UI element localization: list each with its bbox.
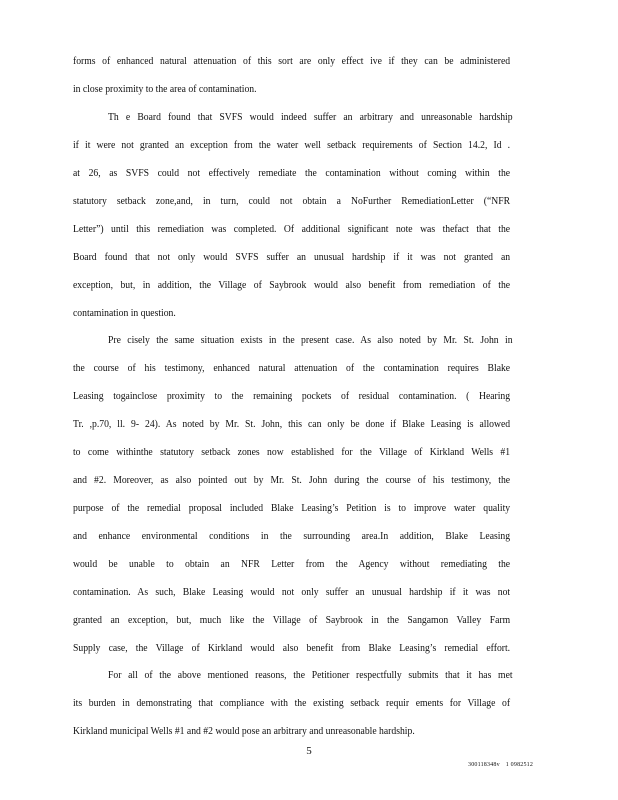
text-line: Letter”) until this remediation was completed. Of additional significant note was thefact that the (73, 224, 511, 235)
text-line: statutory setback zone,and, in turn, could not obtain a NoFurther RemediationLetter (“NFR (73, 196, 511, 207)
text-line: Th e Board found that SVFS would indeed suffer an arbitrary and unreasonable hardship (108, 112, 513, 123)
text-line: Leasing togainclose proximity to the remaining pockets of residual contamination. ( Hearing (73, 391, 511, 402)
text-line: Board found that not only would SVFS suffer an unusual hardship if it was not granted an (73, 252, 511, 263)
text-line: contamination in question. (73, 308, 176, 319)
document-code-id: 300118348v (468, 762, 500, 768)
document-code-ref: 1 0982512 (505, 762, 534, 768)
text-line: Kirkland municipal Wells #1 and #2 would pose an arbitrary and unreasonable hardship. (73, 726, 415, 737)
text-line: would be unable to obtain an NFR Letter from the Agency without remediating the (73, 559, 511, 570)
text-line: Pre cisely the same situation exists in the present case. As also noted by Mr. St. John in (108, 335, 513, 346)
text-line: the course of his testimony, enhanced natural attenuation of the contamination requires Blake (73, 363, 511, 374)
text-line: granted an exception, but, much like the Village of Saybrook in the Sangamon Valley Farm (73, 615, 511, 626)
text-line: forms of enhanced natural attenuation of this sort are only effect ive if they can be administered (73, 56, 511, 67)
document-code (468, 761, 539, 769)
text-line: Supply case, the Village of Kirkland would also benefit from Blake Leasing’s remedial effort. (73, 643, 511, 654)
text-line: Tr. ,p.70, ll. 9- 24). As noted by Mr. St. John, this can only be done if Blake Leasing is allowed (73, 419, 511, 430)
text-line: in close proximity to the area of contamination. (73, 84, 257, 95)
text-line: For all of the above mentioned reasons, the Petitioner respectfully submits that it has met (108, 670, 513, 681)
text-line: at 26, as SVFS could not effectively remediate the contamination without coming within the (73, 168, 511, 179)
text-line: and #2. Moreover, as also pointed out by Mr. St. John during the course of his testimony, the (73, 475, 511, 486)
text-line: exception, but, in addition, the Village of Saybrook would also benefit from remediation of the (73, 280, 511, 291)
text-line: and enhance environmental conditions in the surrounding area.In addition, Blake Leasing (73, 531, 511, 542)
text-line: contamination. As such, Blake Leasing would not only suffer an unusual hardship if it was not (73, 587, 511, 598)
text-line: its burden in demonstrating that compliance with the existing setback requir ements for Village of (73, 698, 511, 709)
page-number: 5 (306, 745, 312, 757)
text-line: to come withinthe statutory setback zones now established for the Village of Kirkland Wells #1 (73, 447, 511, 458)
text-line: purpose of the remedial proposal included Blake Leasing’s Petition is to improve water quality (73, 503, 511, 514)
text-line: if it were not granted an exception from the water well setback requirements of Section 14.2, Id . (73, 140, 511, 151)
